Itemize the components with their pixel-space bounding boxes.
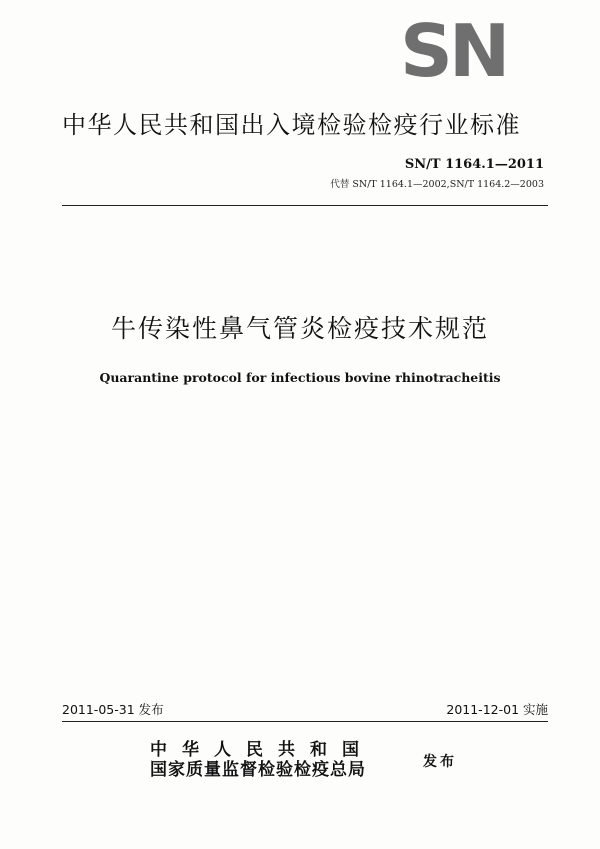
bottom-divider bbox=[62, 721, 548, 722]
document-title-chinese: 牛传染性鼻气管炎检疫技术规范 bbox=[110, 314, 489, 343]
sn-logo: SN bbox=[400, 9, 507, 93]
replaces-standards: 代替 SN/T 1164.1—2002,SN/T 1164.2—2003 bbox=[330, 179, 544, 190]
standard-number: SN/T 1164.1—2011 bbox=[404, 157, 544, 172]
issuer-country: 中华人民共和国 bbox=[150, 740, 374, 760]
standard-category-title: 中华人民共和国出入境检验检疫行业标准 bbox=[62, 111, 521, 139]
issuer-block bbox=[150, 740, 420, 780]
document-title-english: Quarantine protocol for infectious bovine rhinotracheitis bbox=[99, 370, 501, 385]
issue-date: 2011-05-31 发布 bbox=[62, 702, 164, 717]
effective-date: 2011-12-01 实施 bbox=[446, 702, 548, 717]
issuer-agency: 国家质量监督检验检疫总局 bbox=[150, 760, 366, 780]
top-divider bbox=[62, 205, 548, 206]
issue-action-label: 发布 bbox=[423, 754, 457, 770]
